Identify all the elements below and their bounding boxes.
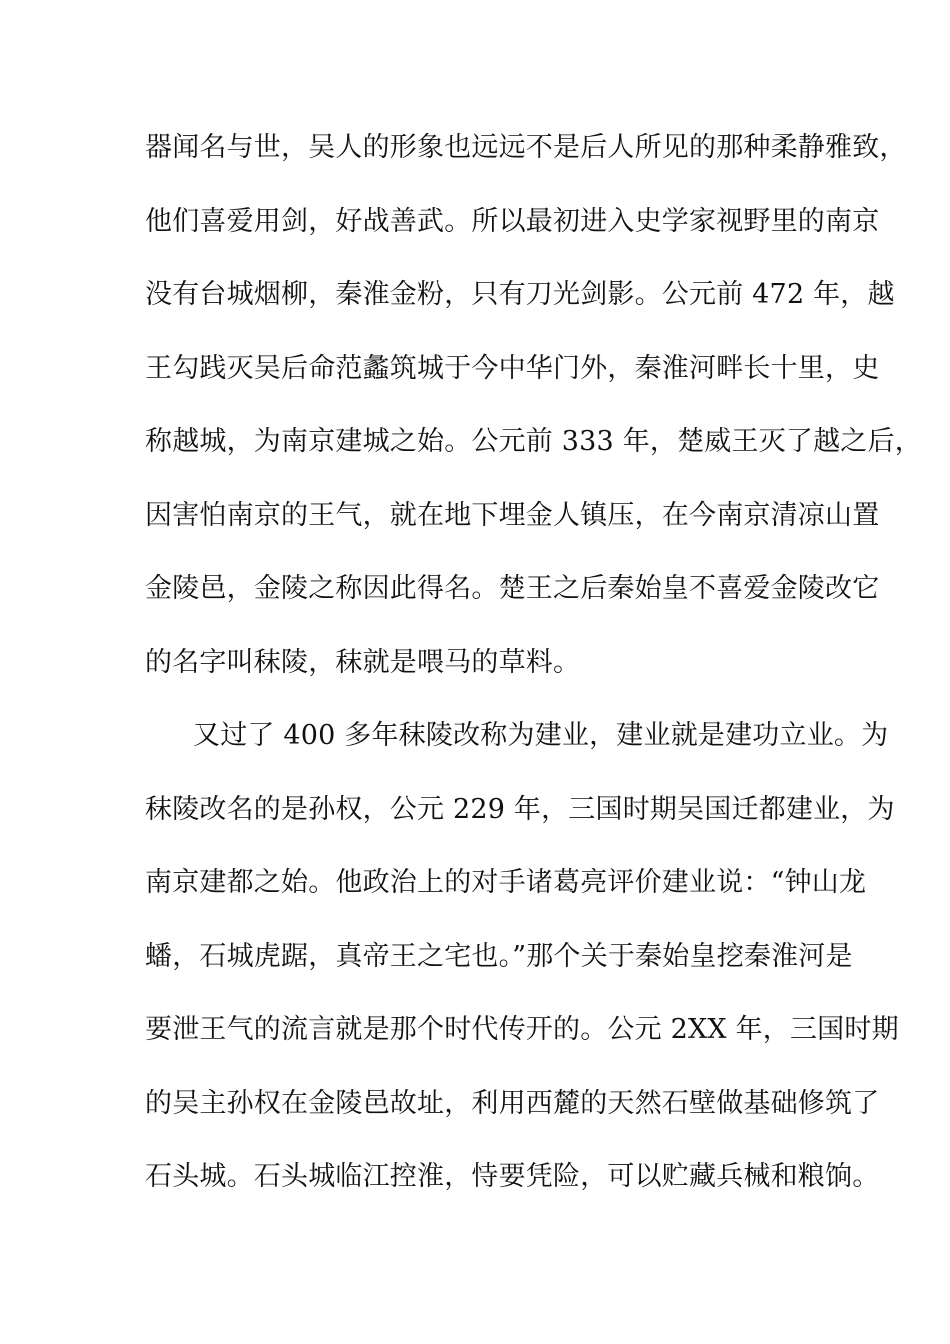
- text-line: 秣陵改名的是孙权，公元 229 年，三国时期吴国迁都建业，为: [145, 793, 895, 825]
- text-line: 器闻名与世，吴人的形象也远远不是后人所见的那种柔静雅致，: [145, 132, 907, 163]
- text-line: 王勾践灭吴后命范蠡筑城于今中华门外，秦淮河畔长十里，史: [145, 352, 880, 384]
- text-line: 没有台城烟柳，秦淮金粉，只有刀光剑影。公元前 472 年，越: [145, 279, 895, 310]
- text-line: 金陵邑，金陵之称因此得名。楚王之后秦始皇不喜爱金陵改它: [145, 573, 880, 604]
- text-line: 的名字叫秣陵，秣就是喂马的草料。: [145, 646, 581, 678]
- text-line: 南京建都之始。他政治上的对手诸葛亮评价建业说：“钟山龙: [145, 867, 867, 898]
- text-line: 的吴主孙权在金陵邑故址，利用西麓的天然石壁做基础修筑了: [145, 1087, 880, 1119]
- text-line: 称越城，为南京建城之始。公元前 333 年，楚威王灭了越之后，: [145, 426, 922, 457]
- text-line: 蟠，石城虎踞，真帝王之宅也。”那个关于秦始皇挖秦淮河是: [145, 940, 853, 972]
- text-line: 要泄王气的流言就是那个时代传开的。公元 2XX 年，三国时期: [145, 1014, 899, 1045]
- text-line: 石头城。石头城临江控淮，恃要凭险，可以贮藏兵械和粮饷。: [145, 1161, 880, 1192]
- text-line: 因害怕南京的王气，就在地下埋金人镇压，在今南京清凉山置: [145, 499, 880, 531]
- paragraph-first-line: 又过了 400 多年秣陵改称为建业，建业就是建功立业。为: [193, 720, 889, 751]
- body-text: [145, 128, 922, 1231]
- text-line: 他们喜爱用剑，好战善武。所以最初进入史学家视野里的南京: [145, 205, 880, 237]
